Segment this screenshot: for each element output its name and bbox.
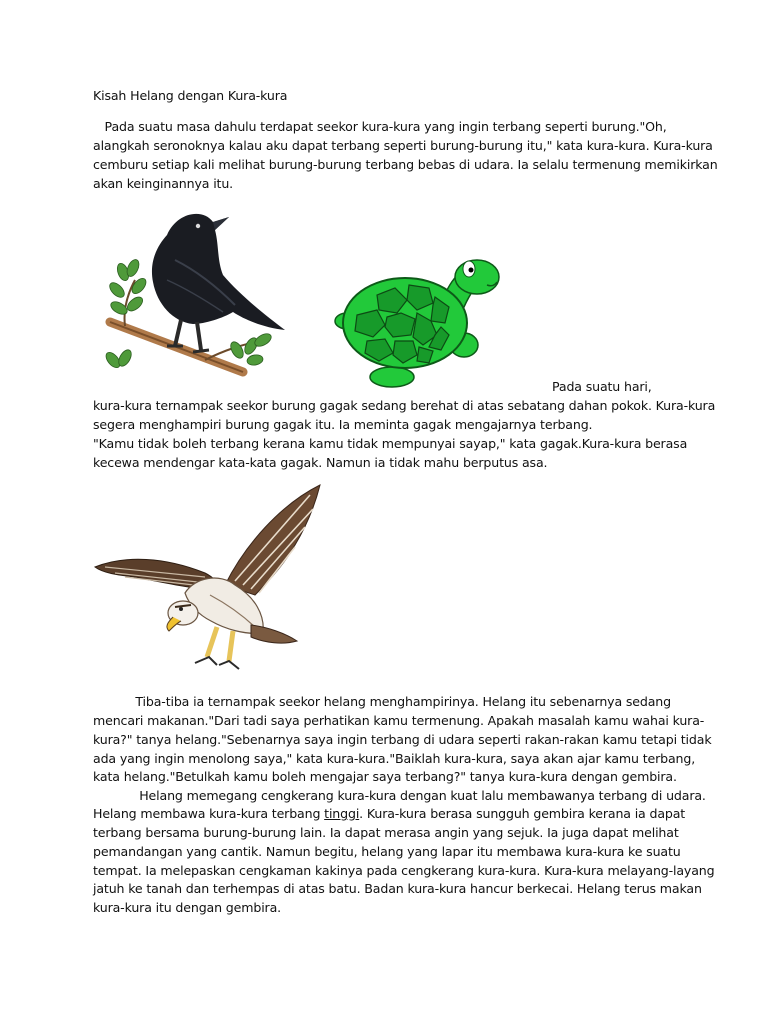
paragraph-2-line: "Kamu tidak boleh terbang kerana kamu tidak mempunyai sayap," kata gagak.Kura-kura berasa [93, 436, 688, 451]
paragraph-1-line: akan keinginannya itu. [93, 176, 234, 191]
paragraph-2-line: kura-kura ternampak seekor burung gagak sedang berehat di atas sebatang dahan pokok. Kura-kura [93, 398, 716, 413]
paragraph-3-line: kura?" tanya helang."Sebenarnya saya ingin terbang di udara seperti rakan-rakan kamu tetapi tidak [93, 732, 712, 747]
flying-eagle-illustration [95, 485, 330, 680]
paragraph-3-line: Tiba-tiba ia ternampak seekor helang menghampirinya. Helang itu sebenarnya sedang [93, 694, 671, 709]
underlined-word: tinggi [324, 806, 360, 821]
paragraph-4-line: terbang bersama burung-burung lain. Ia dapat merasa angin yang sejuk. Ia juga dapat melihat [93, 825, 679, 840]
paragraph-1-line: Pada suatu masa dahulu terdapat seekor kura-kura yang ingin terbang seperti burung."Oh, [93, 119, 667, 134]
paragraph-1-line: alangkah seronoknya kalau aku dapat terbang seperti burung-burung itu," kata kura-kura. Kura-kura [93, 138, 713, 153]
paragraph-1-line: cemburu setiap kali melihat burung-burung terbang bebas di udara. Ia selalu termenung memikirkan [93, 157, 718, 172]
story-title: Kisah Helang dengan Kura-kura [93, 88, 288, 103]
paragraph-4-line: kura-kura itu dengan gembira. [93, 900, 282, 915]
cartoon-turtle-illustration [337, 255, 507, 390]
paragraph-3-line: mencari makanan."Dari tadi saya perhatikan kamu termenung. Apakah masalah kamu wahai kura- [93, 713, 705, 728]
crow-on-branch-illustration [105, 200, 280, 375]
paragraph-2-line: segera menghampiri burung gagak itu. Ia meminta gagak mengajarnya terbang. [93, 417, 593, 432]
paragraph-2-line: kecewa mendengar kata-kata gagak. Namun ia tidak mahu berputus asa. [93, 455, 548, 470]
paragraph-4-text-pre: Helang membawa kura-kura terbang [93, 806, 325, 821]
paragraph-3-line: ada yang ingin menolong saya," kata kura-kura."Baiklah kura-kura, saya akan ajar kamu terbang, [93, 751, 696, 766]
paragraph-4-line: Helang memegang cengkerang kura-kura dengan kuat lalu membawanya terbang di udara. [93, 788, 706, 803]
paragraph-4-line [93, 805, 685, 824]
paragraph-4-line: jatuh ke tanah dan terhempas di atas batu. Badan kura-kura hancur berkecai. Helang terus makan [93, 881, 702, 896]
paragraph-4-line: tempat. Ia melepaskan cengkaman kakinya pada cengkerang kura-kura. Kura-kura melayang-layang [93, 863, 715, 878]
paragraph-2-start: Pada suatu hari, [552, 379, 652, 394]
paragraph-3-line: kata helang."Betulkah kamu boleh mengajar saya terbang?" tanya kura-kura dengan gembira. [93, 769, 677, 784]
paragraph-4-text-post: . Kura-kura berasa sungguh gembira kerana ia dapat [359, 806, 686, 821]
paragraph-4-line: pemandangan yang cantik. Namun begitu, helang yang lapar itu membawa kura-kura ke suatu [93, 844, 681, 859]
